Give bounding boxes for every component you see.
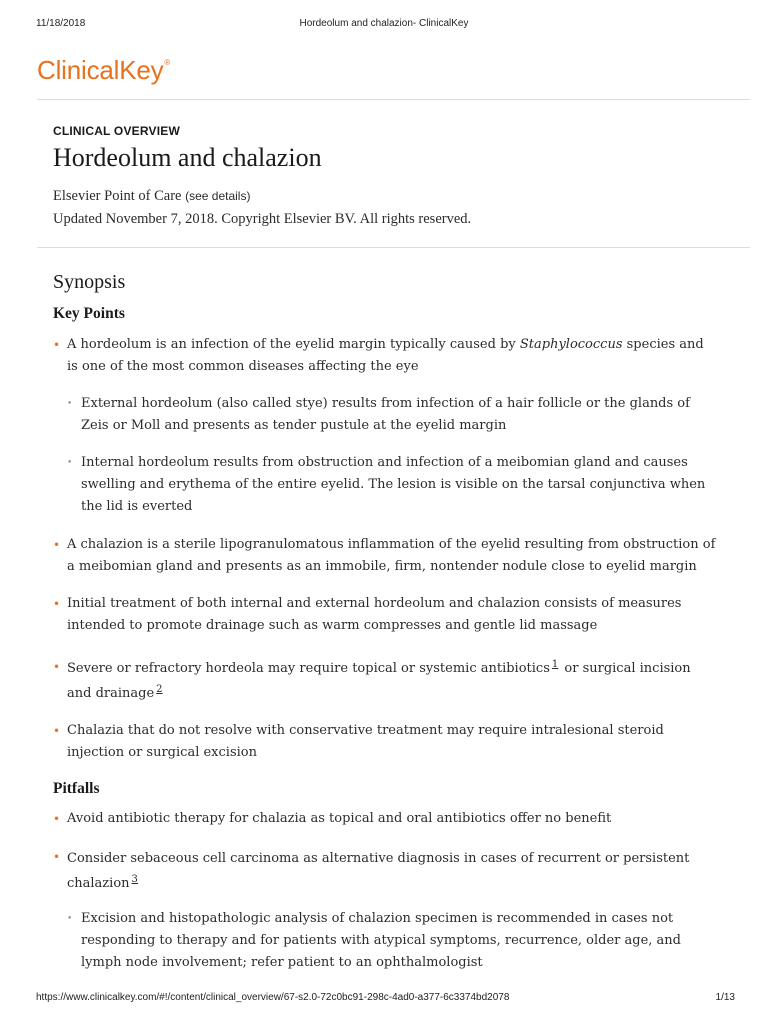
print-header [0, 0, 768, 44]
clinicalkey-logo[interactable] [37, 55, 170, 86]
bullet-icon: • [53, 850, 61, 864]
bullet-icon: • [53, 812, 61, 826]
sub-list-item: External hordeolum (also called stye) results from infection of a hair follicle or the glands of Zeis or Moll and presents as tender pustule at the eyelid margin [81, 396, 690, 433]
see-details-link[interactable]: (see details) [185, 189, 251, 203]
list-item [67, 846, 717, 896]
list-item-text: Severe or refractory hordeola may require topical or systemic antibiotics [67, 661, 550, 676]
article-type-label: CLINICAL OVERVIEW [53, 124, 180, 138]
list-item-text: A hordeolum is an infection of the eyelid margin typically caused by [67, 337, 520, 352]
list-item: Chalazia that do not resolve with conservative treatment may require intralesional steroid injection or surgical excision [67, 723, 664, 760]
registered-mark: ® [164, 58, 171, 67]
subheading-pitfalls: Pitfalls [53, 780, 100, 797]
reference-link[interactable]: 1 [551, 658, 559, 670]
source-text: Elsevier Point of Care [53, 188, 186, 204]
header-divider [37, 99, 750, 100]
sub-bullet-icon: • [67, 399, 73, 409]
list-item [67, 656, 717, 706]
reference-link[interactable]: 2 [156, 683, 163, 695]
list-item: A chalazion is a sterile lipogranulomatous inflammation of the eyelid resulting from obstruction of a meibomian gland and presents as an immobile, firm, nontender nodule close to eyelid margin [67, 537, 716, 574]
list-item-emphasis: Staphylococcus [519, 337, 623, 352]
page-number: 1/13 [715, 992, 735, 1003]
list-item: Avoid antibiotic therapy for chalazia as topical and oral antibiotics offer no benefit [67, 811, 612, 826]
meta-divider [37, 247, 750, 248]
bullet-icon: • [53, 338, 61, 352]
sub-bullet-icon: • [67, 914, 73, 924]
print-date: 11/18/2018 [36, 18, 86, 29]
source-line [53, 188, 250, 205]
sub-list-item: Excision and histopathologic analysis of chalazion specimen is recommended in cases not responding to therapy and for patients with atypical symptoms, recurrence, older age, and lymph node involvement; refer patient to an ophthalmologist [81, 911, 681, 970]
logo-text: ClinicalKey [37, 55, 164, 85]
sub-bullet-icon: • [67, 458, 73, 468]
page-title: Hordeolum and chalazion [53, 143, 322, 172]
reference-link[interactable]: 3 [131, 873, 138, 885]
list-item: Initial treatment of both internal and external hordeolum and chalazion consists of measures intended to promote drainage such as warm compresses and gentle lid massage [67, 596, 682, 633]
list-item [67, 334, 717, 378]
list-item-text: or surgical incision and drainage [67, 661, 691, 701]
bullet-icon: • [53, 597, 61, 611]
sub-list-item: Internal hordeolum results from obstruction and infection of a meibomian gland and causes swelling and erythema of the entire eyelid. The lesion is visible on the tarsal conjunctiva when the lid is everted [81, 455, 706, 514]
section-heading-synopsis: Synopsis [53, 271, 126, 293]
bullet-icon: • [53, 660, 61, 674]
bullet-icon: • [53, 538, 61, 552]
updated-line: Updated November 7, 2018. Copyright Elsevier BV. All rights reserved. [53, 211, 472, 227]
subheading-key-points: Key Points [53, 305, 125, 322]
print-title: Hordeolum and chalazion- ClinicalKey [299, 18, 469, 29]
list-item-text: species and is one of the most common diseases affecting the eye [67, 337, 704, 374]
bullet-icon: • [53, 724, 61, 738]
page-url: https://www.clinicalkey.com/#!/content/clinical_overview/67-s2.0-72c0bc91-298c-4ad0-a377-6c3374bd2078 [36, 992, 510, 1003]
list-item-text: Consider sebaceous cell carcinoma as alternative diagnosis in cases of recurrent or persistent chalazion [67, 851, 690, 891]
